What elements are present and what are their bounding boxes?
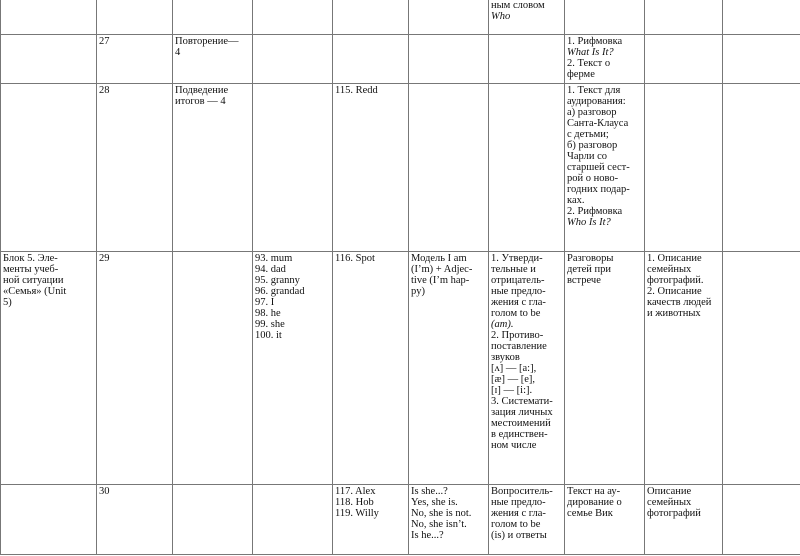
lesson-number: 29 [99, 253, 110, 264]
cell-lesson [97, 0, 173, 35]
cell-text: в единствен- [491, 429, 548, 440]
cell-text: семье Вик [567, 508, 613, 519]
cell-text: Санта-Клауса [567, 118, 629, 129]
cell-text: [æ] — [e], [491, 374, 536, 385]
cell-text: ным словом [491, 0, 545, 11]
cell-text: [ʌ] — [a:], [491, 363, 537, 374]
cell-text: 115. Redd [335, 85, 378, 96]
cell-text: а) разговор [567, 107, 617, 118]
cell-text: 2. Описание [647, 286, 702, 297]
cell-text: 4 [175, 47, 181, 58]
cell-text: 93. mum [255, 253, 293, 264]
cell-grammar [489, 485, 565, 555]
cell-text: годних подар- [567, 184, 630, 195]
cell-text: 1. Рифмовка [567, 36, 623, 47]
cell-names [333, 252, 409, 485]
lesson-number: 30 [99, 486, 110, 497]
cell-lesson [97, 252, 173, 485]
cell-text: 3. Системати- [491, 396, 553, 407]
cell-speaking [645, 252, 723, 485]
cell-text: Чарли со [567, 151, 607, 162]
cell-text: 98. he [255, 308, 281, 319]
cell-text: Is he...? [411, 530, 444, 541]
cell-extra [723, 0, 800, 35]
lesson-number: 27 [99, 36, 110, 47]
cell-grammar-model [409, 0, 489, 35]
cell-text: ках. [567, 195, 585, 206]
cell-vocabulary [253, 0, 333, 35]
cell-text: встрече [567, 275, 601, 286]
cell-text: Is she...? [411, 486, 448, 497]
cell-text: 97. I [255, 297, 275, 308]
cell-speaking [645, 485, 723, 555]
cell-text: ные предло- [491, 497, 546, 508]
cell-text: жения с гла- [491, 297, 546, 308]
cell-text: 118. Hob [335, 497, 374, 508]
cell-text: 117. Alex [335, 486, 376, 497]
cell-topic [173, 485, 253, 555]
cell-text: ном числе [491, 440, 537, 451]
cell-text: местоимений [491, 418, 551, 429]
cell-text: 94. dad [255, 264, 286, 275]
cell-text: 119. Willy [335, 508, 379, 519]
cell-block [1, 0, 97, 35]
cell-text: Текст на ау- [567, 486, 621, 497]
cell-text: Описание [647, 486, 692, 497]
cell-text: ферме [567, 69, 595, 80]
cell-grammar-model [409, 35, 489, 84]
cell-grammar [489, 84, 565, 252]
cell-text: старшей сест- [567, 162, 630, 173]
cell-listening [565, 0, 645, 35]
cell-text: 96. grandad [255, 286, 305, 297]
table-row-top [1, 0, 800, 35]
cell-grammar [489, 252, 565, 485]
cell-text: Yes, she is. [411, 497, 458, 508]
cell-text: жения с гла- [491, 508, 546, 519]
cell-vocabulary [253, 35, 333, 84]
cell-text: 95. granny [255, 275, 300, 286]
cell-topic [173, 252, 253, 485]
cell-text: 2. Текст о [567, 58, 611, 69]
cell-vocabulary [253, 485, 333, 555]
cell-text: и животных [647, 308, 701, 319]
cell-text: [ɪ] — [i:]. [491, 385, 533, 396]
cell-listening [565, 485, 645, 555]
cell-names [333, 35, 409, 84]
cell-text: 5) [3, 297, 12, 308]
cell-lesson [97, 84, 173, 252]
cell-text: No, she isn’t. [411, 519, 467, 530]
cell-text: «Семья» (Unit [3, 286, 67, 297]
cell-text: Повторение— [175, 36, 239, 47]
cell-grammar [489, 35, 565, 84]
cell-speaking [645, 35, 723, 84]
cell-grammar [489, 0, 565, 35]
cell-names [333, 485, 409, 555]
table-row-28 [1, 84, 800, 252]
cell-text: Who [491, 11, 511, 22]
cell-text: ные предло- [491, 286, 546, 297]
cell-text: менты учеб- [3, 264, 59, 275]
cell-text: голом to be [491, 519, 541, 530]
cell-text: голом to be [491, 308, 541, 319]
cell-topic [173, 0, 253, 35]
cell-extra [723, 84, 800, 252]
cell-text: 1. Утверди- [491, 253, 543, 264]
cell-text: ной ситуации [3, 275, 64, 286]
cell-topic [173, 84, 253, 252]
cell-text: 100. it [255, 330, 282, 341]
cell-extra [723, 252, 800, 485]
cell-text: py) [411, 286, 425, 297]
cell-text: (am). [491, 319, 514, 330]
cell-vocabulary [253, 252, 333, 485]
cell-speaking [645, 84, 723, 252]
cell-block [1, 35, 97, 84]
cell-block [1, 252, 97, 485]
cell-grammar-model [409, 485, 489, 555]
cell-text: Модель I am [411, 253, 467, 264]
table-row-30 [1, 485, 800, 555]
cell-text: No, she is not. [411, 508, 472, 519]
cell-text: звуков [491, 352, 520, 363]
cell-text: 1. Текст для [567, 85, 621, 96]
cell-extra [723, 485, 800, 555]
cell-text: семейных [647, 264, 692, 275]
cell-text: семейных [647, 497, 692, 508]
cell-text: отрицатель- [491, 275, 545, 286]
cell-text: 116. Spot [335, 253, 375, 264]
cell-text: (I’m) + Adjec- [411, 264, 473, 275]
cell-topic [173, 35, 253, 84]
cell-names [333, 84, 409, 252]
cell-text: фотографий. [647, 275, 704, 286]
lesson-number: 28 [99, 85, 110, 96]
cell-block [1, 485, 97, 555]
cell-speaking [645, 0, 723, 35]
cell-text: 2. Рифмовка [567, 206, 623, 217]
cell-block [1, 84, 97, 252]
cell-text: итогов — 4 [175, 96, 226, 107]
cell-grammar-model [409, 84, 489, 252]
cell-text: 1. Описание [647, 253, 702, 264]
cell-extra [723, 35, 800, 84]
cell-text: аудирования: [567, 96, 626, 107]
cell-listening [565, 252, 645, 485]
cell-names [333, 0, 409, 35]
cell-grammar-model [409, 252, 489, 485]
cell-lesson [97, 485, 173, 555]
cell-text: дирование о [567, 497, 622, 508]
cell-listening [565, 35, 645, 84]
table-row-27 [1, 35, 800, 84]
table-row-29 [1, 252, 800, 485]
cell-lesson [97, 35, 173, 84]
cell-text: Блок 5. Эле- [3, 253, 58, 264]
cell-text: фотографий [647, 508, 701, 519]
cell-text: тельные и [491, 264, 536, 275]
cell-text: 2. Противо- [491, 330, 544, 341]
cell-text: б) разговор [567, 140, 618, 151]
cell-text: Вопроситель- [491, 486, 553, 497]
cell-text: зация личных [491, 407, 553, 418]
cell-text: с детьми; [567, 129, 609, 140]
cell-text: рой о ново- [567, 173, 619, 184]
cell-text: детей при [567, 264, 611, 275]
cell-text: (is) и ответы [491, 530, 547, 541]
cell-text: Разговоры [567, 253, 614, 264]
cell-text: tive (I’m hap- [411, 275, 470, 286]
cell-text: Подведение [175, 85, 229, 96]
cell-vocabulary [253, 84, 333, 252]
cell-text: 99. she [255, 319, 285, 330]
cell-text: поставление [491, 341, 547, 352]
cell-text: качеств людей [647, 297, 712, 308]
cell-text: Who Is It? [567, 217, 611, 228]
cell-listening [565, 84, 645, 252]
cell-text: What Is It? [567, 47, 614, 58]
